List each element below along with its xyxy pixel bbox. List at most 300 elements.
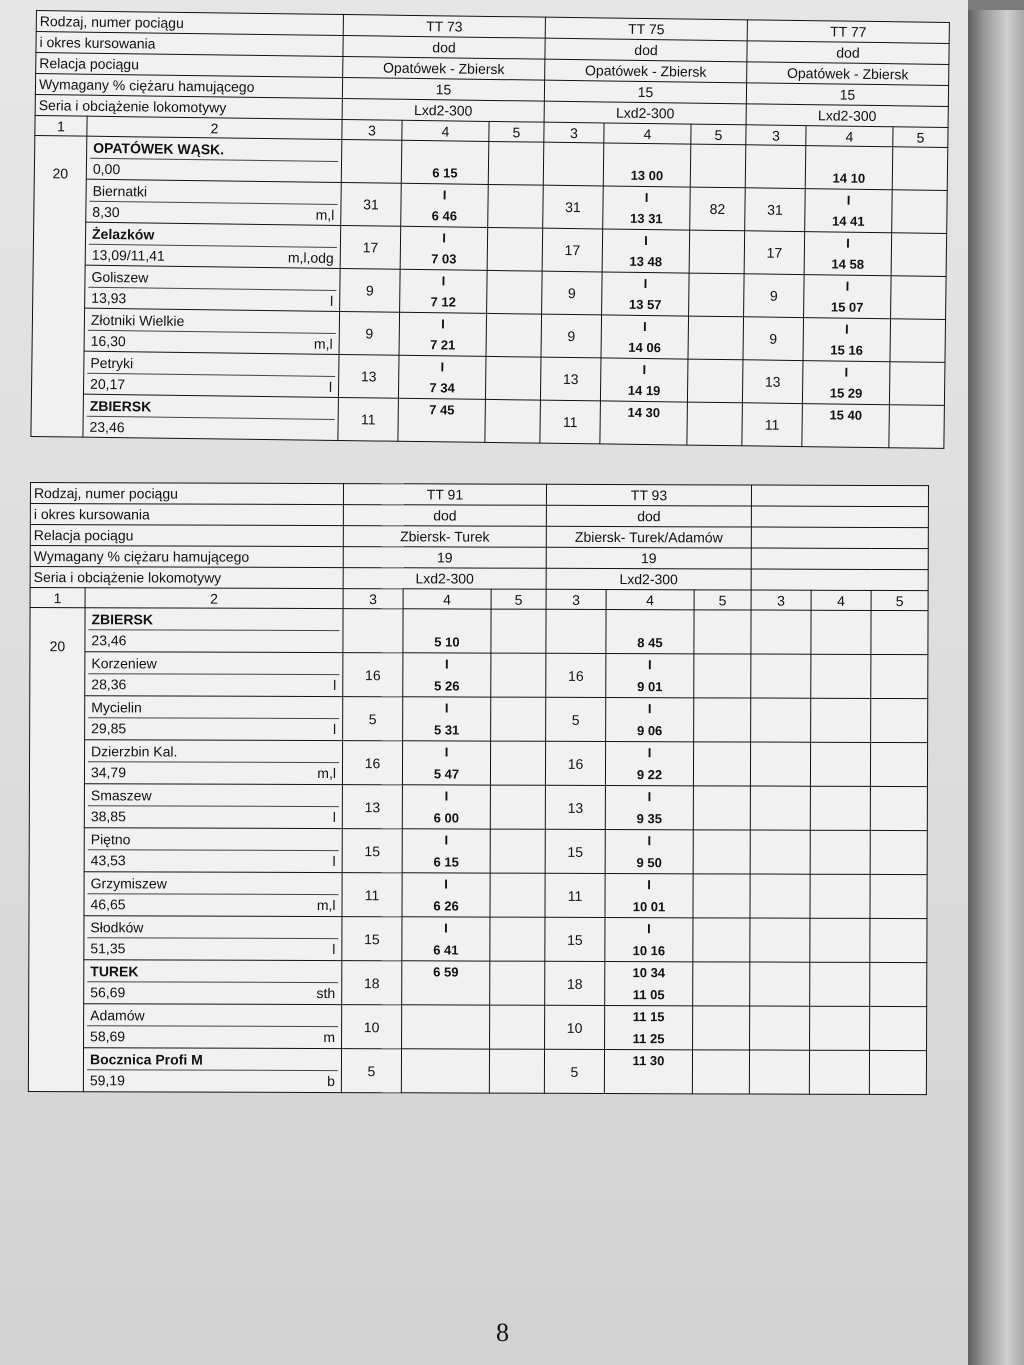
time-cell	[810, 742, 870, 786]
run-time	[543, 142, 604, 186]
page-number: 8	[496, 1318, 509, 1347]
remark-cell	[490, 873, 545, 917]
time-cell	[605, 1006, 693, 1050]
time-value	[405, 1071, 486, 1093]
time-value: I	[644, 232, 648, 249]
time-value: 14 06	[628, 339, 662, 356]
station-cell	[86, 179, 342, 225]
station-row	[29, 783, 927, 830]
line-number: 20	[28, 608, 85, 1092]
time-value: I	[846, 235, 850, 251]
time-value	[405, 983, 486, 1005]
station-name: Adamów	[87, 1005, 338, 1027]
run-time: 15	[545, 829, 605, 873]
column-number: 2	[85, 588, 343, 609]
station-km: 46,65	[90, 896, 126, 913]
run-time: 17	[542, 228, 603, 272]
time-value	[813, 1072, 866, 1094]
time-value: 13 57	[628, 296, 662, 313]
station-km: 34,79	[90, 764, 127, 781]
time-cell	[602, 272, 690, 316]
run-time: 16	[545, 741, 605, 785]
train-number: TT 77	[747, 20, 949, 44]
remark-cell	[490, 961, 545, 1005]
time-value: 14 10	[832, 170, 866, 186]
time-value: 14 30	[627, 404, 661, 421]
station-cell	[84, 1004, 342, 1049]
train-brake: 15	[342, 78, 544, 102]
time-cell	[401, 140, 489, 184]
column-number: 3	[544, 122, 604, 143]
remark-cell	[693, 962, 750, 1006]
time-value	[813, 1051, 866, 1073]
remark-cell	[870, 874, 927, 918]
run-time: 9	[541, 314, 602, 358]
run-time: 11	[540, 400, 601, 444]
train-number: TT 75	[545, 17, 747, 41]
time-value: I	[647, 789, 652, 805]
remark-cell: 82	[690, 187, 746, 231]
time-value: 9 35	[636, 810, 663, 826]
remark-cell	[871, 610, 928, 654]
column-number: 1	[30, 588, 85, 608]
remark-cell	[687, 402, 743, 446]
run-time: 9	[340, 269, 401, 313]
column-number: 5	[893, 127, 948, 148]
station-type: l	[332, 853, 336, 870]
header-label: Rodzaj, numer pociągu	[30, 483, 343, 505]
station-type: m,l	[315, 206, 335, 223]
time-value: 10 01	[632, 898, 666, 914]
time-value	[814, 764, 867, 786]
column-number: 5	[491, 589, 546, 609]
time-value	[813, 963, 866, 985]
train-period: dod	[546, 505, 751, 527]
station-km: 16,30	[90, 332, 126, 349]
time-value: 15 16	[830, 342, 863, 358]
time-value: 6 00	[433, 809, 460, 825]
column-number: 4	[606, 590, 694, 610]
time-value	[406, 609, 487, 631]
time-cell	[804, 232, 892, 276]
remark-cell	[891, 276, 947, 320]
remark-cell	[869, 1050, 926, 1094]
time-cell	[603, 143, 691, 187]
station-name: Piętno	[88, 829, 339, 851]
remark-cell	[890, 319, 946, 363]
train-series: Lxd2-300	[544, 101, 746, 125]
time-value: 7 34	[429, 380, 455, 396]
train-period	[751, 506, 928, 528]
run-time: 31	[745, 188, 806, 232]
header-label: i okres kursowania	[30, 504, 343, 526]
run-time: 9	[542, 271, 603, 315]
column-number: 5	[489, 121, 544, 142]
time-cell	[805, 146, 893, 190]
time-cell	[600, 358, 688, 402]
station-type: m,l	[317, 765, 337, 782]
time-value: I	[442, 230, 446, 246]
time-value: 13 00	[630, 167, 664, 184]
train-number	[751, 485, 928, 507]
time-value: 9 50	[636, 854, 662, 870]
station-name: OPATÓWEK WĄSK.	[90, 137, 338, 161]
run-time: 31	[543, 185, 604, 229]
station-cell	[85, 652, 343, 697]
station-cell	[83, 394, 339, 440]
station-name: Grzymiszew	[88, 873, 339, 895]
remark-cell	[689, 230, 745, 274]
train-series: Lxd2-300	[342, 99, 544, 123]
station-cell	[83, 351, 339, 397]
run-time	[751, 698, 811, 742]
time-cell	[600, 401, 688, 445]
column-number: 4	[402, 120, 489, 141]
time-cell	[811, 698, 871, 742]
time-cell	[402, 1005, 490, 1049]
run-time: 16	[546, 653, 606, 697]
remark-cell	[693, 918, 750, 962]
run-time: 11	[545, 873, 605, 917]
station-cell	[85, 608, 343, 653]
time-value	[607, 143, 687, 165]
run-time: 5	[546, 697, 606, 741]
time-value: I	[444, 832, 449, 848]
run-time: 13	[742, 360, 803, 404]
run-time: 17	[340, 226, 401, 270]
time-value	[405, 1027, 486, 1049]
remark-cell	[687, 359, 743, 403]
station-name: Korzeniew	[88, 653, 339, 675]
station-cell	[84, 784, 342, 829]
time-value	[814, 655, 867, 677]
column-number: 3	[546, 589, 606, 609]
time-value	[805, 425, 885, 447]
time-value: I	[647, 701, 652, 717]
station-type: b	[327, 1073, 335, 1090]
remark-cell	[870, 786, 927, 830]
column-number: 3	[746, 125, 806, 146]
station-name: Mycielin	[88, 697, 339, 719]
time-cell	[803, 318, 891, 362]
run-time: 13	[338, 354, 399, 398]
station-row	[29, 827, 927, 874]
station-km: 59,19	[89, 1072, 125, 1089]
time-cell	[401, 1049, 489, 1093]
remark-cell	[490, 741, 545, 785]
column-number: 3	[751, 590, 811, 610]
remark-cell	[870, 962, 927, 1006]
time-cell	[605, 962, 693, 1006]
remark-cell	[690, 144, 746, 188]
time-value	[814, 632, 867, 654]
header-label: Rodzaj, numer pociągu	[36, 11, 343, 36]
train-relation	[751, 527, 928, 549]
station-km: 58,69	[90, 1028, 126, 1045]
train-number: TT 73	[343, 15, 545, 39]
run-time	[749, 1050, 809, 1094]
time-cell	[810, 786, 870, 830]
time-value: I	[647, 921, 651, 937]
time-cell	[402, 873, 490, 917]
station-cell	[83, 1048, 341, 1093]
train-brake: 15	[544, 80, 746, 104]
time-cell	[402, 961, 490, 1005]
station-km: 0,00	[92, 160, 121, 177]
column-number: 4	[403, 589, 491, 609]
remark-cell	[490, 829, 545, 873]
time-value: 11 15	[632, 1009, 665, 1025]
time-value: I	[441, 273, 446, 289]
time-value: 13 31	[629, 210, 663, 227]
run-time	[750, 918, 810, 962]
station-km: 23,46	[91, 632, 127, 649]
header-label: Seria i obciążenie lokomotywy	[30, 567, 343, 589]
station-km: 43,53	[90, 852, 126, 869]
time-value: 14 41	[831, 213, 865, 229]
station-type: l	[330, 292, 334, 309]
station-name: ZBIERSK	[87, 395, 335, 419]
run-time: 16	[342, 741, 402, 785]
time-value	[809, 146, 889, 168]
train-relation: Opatówek - Zbiersk	[747, 62, 949, 86]
run-time: 10	[545, 1005, 605, 1049]
page-edge	[968, 10, 1024, 1365]
time-cell	[402, 741, 490, 785]
time-value	[814, 743, 867, 765]
line-number: 20	[31, 135, 87, 437]
time-value: I	[647, 833, 652, 849]
time-value: 8 45	[637, 634, 663, 650]
train-period: dod	[343, 36, 545, 60]
station-cell	[85, 222, 341, 268]
run-time: 13	[342, 785, 402, 829]
time-value	[814, 808, 867, 830]
run-time	[751, 610, 811, 654]
remark-cell	[891, 233, 947, 277]
run-time: 11	[342, 873, 402, 917]
time-value	[405, 141, 485, 163]
station-name: Petryki	[87, 352, 335, 376]
station-km: 51,35	[90, 940, 126, 957]
time-value: I	[643, 318, 647, 335]
time-cell	[398, 355, 486, 399]
time-cell	[403, 609, 491, 653]
station-cell	[86, 136, 342, 182]
time-cell	[810, 830, 870, 874]
time-value	[814, 611, 867, 633]
remark-cell	[871, 654, 928, 698]
time-value: 14 58	[831, 256, 865, 272]
remark-cell	[870, 742, 927, 786]
time-cell	[802, 404, 890, 448]
remark-cell	[892, 147, 948, 191]
station-type: l	[332, 809, 336, 826]
time-value: 9 22	[636, 766, 663, 782]
header-label: Wymagany % ciężaru hamującego	[35, 74, 342, 99]
remark-cell	[693, 1006, 750, 1050]
remark-cell	[488, 141, 544, 185]
time-value	[608, 1072, 689, 1094]
time-value: I	[648, 657, 652, 673]
run-time: 11	[338, 397, 399, 441]
station-type: m,l	[313, 335, 333, 352]
run-time: 13	[545, 785, 605, 829]
time-value	[814, 787, 867, 809]
remark-cell	[486, 313, 542, 357]
column-number: 5	[694, 590, 751, 610]
time-value: 5 10	[434, 633, 460, 650]
station-row	[30, 608, 928, 655]
remark-cell	[693, 786, 750, 830]
time-value: 15 40	[829, 407, 863, 423]
run-time: 11	[742, 403, 803, 447]
time-cell	[402, 917, 490, 961]
remark-cell	[870, 830, 927, 874]
station-name: Biernatki	[90, 180, 338, 204]
station-km: 13,93	[91, 289, 127, 306]
station-row	[29, 915, 927, 962]
time-value	[814, 831, 867, 853]
run-time	[751, 654, 811, 698]
remark-cell	[487, 227, 543, 271]
time-cell	[804, 275, 892, 319]
remark-cell	[491, 609, 546, 653]
time-value: I	[844, 364, 849, 380]
station-name: Złotniki Wielkie	[88, 309, 336, 333]
run-time	[343, 609, 403, 653]
time-value: I	[647, 745, 652, 761]
time-cell	[810, 1006, 870, 1050]
station-name: Goliszew	[88, 266, 336, 290]
remark-cell	[692, 1050, 749, 1094]
run-time	[341, 140, 402, 184]
remark-cell	[491, 697, 546, 741]
station-type: l	[333, 677, 337, 694]
run-time: 17	[744, 231, 805, 275]
time-cell	[811, 610, 871, 654]
station-name: Żelazków	[89, 223, 337, 247]
time-value: I	[442, 187, 447, 203]
time-value	[813, 919, 866, 941]
run-time: 9	[339, 311, 400, 355]
remark-cell	[871, 698, 928, 742]
remark-cell	[489, 1049, 544, 1093]
time-cell	[602, 229, 690, 273]
remark-cell	[889, 405, 945, 449]
time-cell	[400, 226, 488, 270]
time-cell	[400, 269, 488, 313]
time-value: I	[643, 275, 648, 292]
station-row	[29, 1003, 927, 1050]
time-cell	[605, 786, 693, 830]
station-cell	[84, 960, 342, 1005]
station-type: sth	[316, 985, 336, 1002]
train-relation: Opatówek - Zbiersk	[343, 57, 545, 81]
run-time: 5	[341, 1049, 401, 1093]
time-value: I	[444, 920, 448, 936]
time-value: I	[644, 189, 649, 206]
remark-cell	[485, 399, 541, 443]
remark-cell	[490, 1005, 545, 1049]
run-time	[546, 609, 606, 653]
station-name: Bocznica Profi M	[87, 1049, 338, 1071]
time-value: I	[440, 359, 445, 375]
run-time: 15	[342, 829, 402, 873]
time-cell	[604, 1050, 692, 1094]
time-cell	[398, 398, 486, 442]
station-row	[30, 696, 928, 743]
time-cell	[603, 186, 691, 230]
time-value: 6 41	[433, 941, 459, 957]
run-time: 16	[343, 653, 403, 697]
station-km: 38,85	[90, 808, 126, 825]
station-cell	[84, 828, 342, 873]
train-period: dod	[343, 505, 546, 527]
time-cell	[402, 829, 490, 873]
time-value	[814, 875, 867, 897]
remark-cell	[490, 785, 545, 829]
time-cell	[606, 610, 694, 654]
time-value: 7 45	[429, 402, 455, 418]
time-cell	[605, 918, 693, 962]
time-cell	[802, 361, 890, 405]
time-value: 15 29	[829, 385, 863, 401]
time-cell	[402, 785, 490, 829]
time-value: 6 46	[431, 208, 458, 224]
time-value	[609, 610, 690, 632]
train-number: TT 93	[546, 484, 751, 506]
time-cell	[401, 183, 489, 227]
time-cell	[606, 654, 694, 698]
time-value: 7 21	[429, 337, 456, 353]
remark-cell	[694, 654, 751, 698]
column-number: 4	[811, 590, 871, 610]
remark-cell	[870, 918, 927, 962]
column-number: 5	[871, 590, 928, 610]
station-km: 29,85	[91, 720, 127, 737]
time-cell	[605, 830, 693, 874]
remark-cell	[689, 273, 745, 317]
column-number: 5	[691, 124, 746, 145]
time-value: 15 07	[830, 299, 864, 315]
column-number: 3	[343, 589, 403, 609]
run-time	[750, 786, 810, 830]
station-cell	[85, 265, 341, 311]
time-value: I	[642, 361, 647, 378]
station-name: ZBIERSK	[88, 609, 339, 631]
time-cell	[810, 918, 870, 962]
station-type: m	[323, 1029, 336, 1046]
station-name: TUREK	[87, 961, 338, 983]
run-time: 5	[544, 1049, 604, 1093]
remark-cell	[694, 698, 751, 742]
time-value	[813, 1028, 866, 1050]
time-value: I	[844, 321, 849, 337]
run-time	[750, 962, 810, 1006]
time-value	[814, 720, 867, 742]
header-label: Relacja pociągu	[36, 53, 343, 78]
train-relation: Opatówek - Zbiersk	[545, 59, 747, 83]
train-relation: Zbiersk- Turek	[343, 526, 546, 548]
station-row	[29, 959, 927, 1006]
time-cell	[601, 315, 689, 359]
time-value	[813, 1007, 866, 1029]
station-name: Słodków	[87, 917, 338, 939]
run-time: 15	[545, 917, 605, 961]
time-value: I	[444, 744, 449, 760]
time-value: 6 15	[433, 853, 459, 869]
